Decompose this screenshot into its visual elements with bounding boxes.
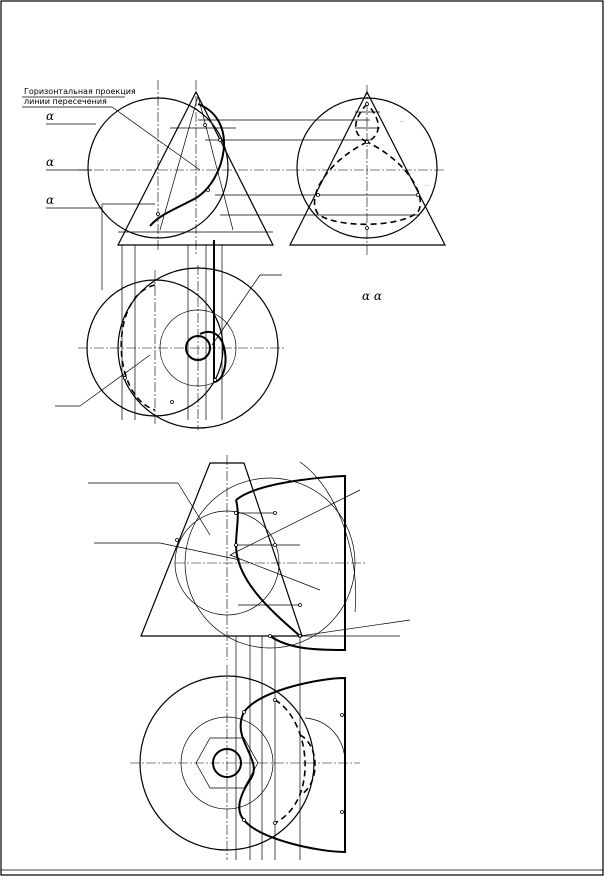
alpha-pair-label: α α bbox=[362, 289, 383, 303]
side-view-1 bbox=[290, 85, 445, 255]
front-view-2 bbox=[88, 455, 410, 660]
tiny-mark-1: ... bbox=[400, 118, 404, 123]
alpha-label-3: α bbox=[46, 193, 55, 207]
header-label-line-2: линии пересечения bbox=[24, 97, 107, 106]
top-view-1 bbox=[55, 240, 285, 430]
top-view-2 bbox=[130, 636, 360, 860]
alpha-label-2: α bbox=[46, 155, 55, 169]
alpha-label-1: α bbox=[46, 109, 55, 123]
tiny-mark-2: ... bbox=[425, 182, 429, 187]
header-label-line-1: Горизонтальная проекция bbox=[24, 87, 136, 96]
front-view-1 bbox=[46, 80, 420, 290]
